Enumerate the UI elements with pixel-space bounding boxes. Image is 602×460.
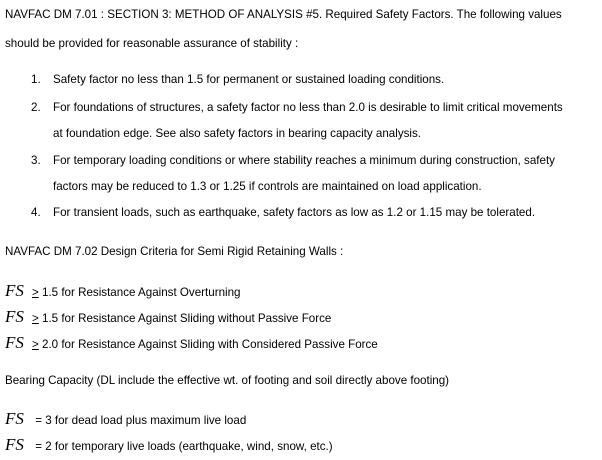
greater-equal-symbol: > — [32, 312, 39, 325]
bearing-row-temporary-load — [5, 435, 333, 455]
list-number-1: 1. — [31, 73, 41, 86]
intro-line-2: should be provided for reasonable assurance of stability : — [5, 37, 299, 50]
list-item-1-line-1: Safety factor no less than 1.5 for permanent or sustained loading conditions. — [53, 73, 445, 86]
greater-equal-symbol: > — [32, 338, 39, 351]
list-number-3: 3. — [31, 154, 41, 167]
fs-row-sliding-with-passive — [5, 333, 378, 353]
list-item-4-line-1: For transient loads, such as earthquake, safety factors as low as 1.2 or 1.15 may be tolerated. — [53, 206, 536, 219]
fs-symbol: FS — [5, 409, 24, 428]
bearing-row-text: = 2 for temporary live loads (earthquake, wind, snow, etc.) — [32, 440, 333, 453]
bearing-heading: Bearing Capacity (DL include the effective wt. of footing and soil directly above footing) — [5, 374, 450, 387]
list-number-2: 2. — [31, 101, 41, 114]
fs-row-overturning — [5, 281, 241, 301]
intro-line-1: NAVFAC DM 7.01 : SECTION 3: METHOD OF ANALYSIS #5. Required Safety Factors. The following values — [5, 8, 562, 21]
fs-symbol: FS — [5, 281, 24, 300]
fs-symbol: FS — [5, 435, 24, 454]
fs-symbol: FS — [5, 333, 24, 352]
greater-equal-symbol: > — [32, 286, 39, 299]
bearing-row-dead-load — [5, 409, 246, 429]
fs-row-text: 1.5 for Resistance Against Sliding without Passive Force — [38, 312, 332, 325]
fs-row-text: 1.5 for Resistance Against Overturning — [38, 286, 241, 299]
fs-symbol: FS — [5, 307, 24, 326]
bearing-row-text: = 3 for dead load plus maximum live load — [32, 414, 247, 427]
list-item-2-line-1: For foundations of structures, a safety factor no less than 2.0 is desirable to limit critical movements — [53, 101, 563, 114]
dm702-heading: NAVFAC DM 7.02 Design Criteria for Semi Rigid Retaining Walls : — [5, 245, 344, 258]
list-item-3-line-1: For temporary loading conditions or where stability reaches a minimum during construction, safety — [53, 154, 555, 167]
fs-row-sliding-without-passive — [5, 307, 331, 327]
list-number-4: 4. — [31, 206, 41, 219]
fs-row-text: 2.0 for Resistance Against Sliding with Considered Passive Force — [38, 338, 378, 351]
list-item-3-line-2: factors may be reduced to 1.3 or 1.25 if controls are maintained on load application. — [53, 180, 482, 193]
list-item-2-line-2: at foundation edge. See also safety factors in bearing capacity analysis. — [53, 127, 422, 140]
